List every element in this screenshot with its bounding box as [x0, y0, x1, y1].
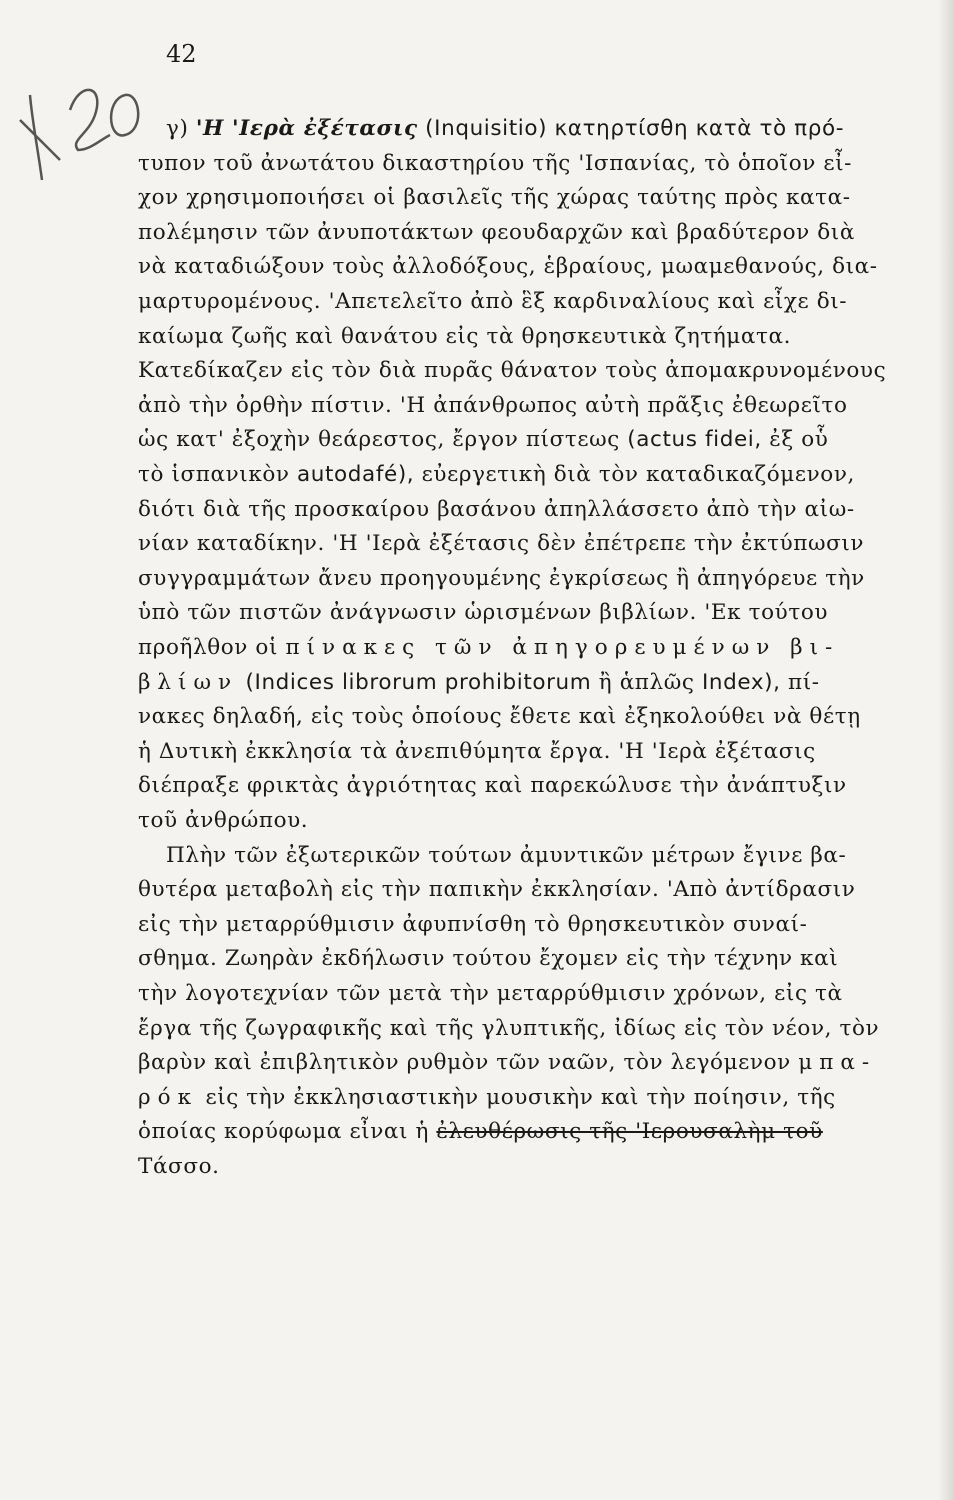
- text-line: [138, 1150, 930, 1184]
- text-segment: σθημα. Ζωηρὰν ἐκδήλωσιν τούτου ἔχομεν εἰς τὴν τέχνην καὶ: [138, 946, 839, 972]
- text-segment: εὐεργετικὴ διὰ τὸν καταδικαζόμενον,: [414, 462, 855, 487]
- text-line: [138, 700, 930, 734]
- text-line: [138, 1115, 930, 1149]
- text-segment: ὑπὸ τῶν πιστῶν ἀνάγνωσιν ὡρισμένων βιβλίων. 'Εκ τούτου: [138, 600, 829, 626]
- text-segment: μπα-: [798, 1050, 877, 1076]
- text-segment: χον χρησιμοποιήσει οἱ βασιλεῖς τῆς χώρας ταύτης πρὸς κατα-: [138, 185, 851, 211]
- text-segment: τυπον τοῦ ἀνωτάτου δικαστηρίου τῆς 'Ισπανίας, τὸ ὁποῖον εἶ-: [138, 150, 852, 176]
- text-line: [138, 735, 930, 769]
- text-segment: (Inquisitio) κατηρτίσθη κατὰ τὸ πρό-: [417, 116, 845, 141]
- text-segment: προῆλθον οἱ: [138, 635, 286, 660]
- text-line: [138, 458, 930, 492]
- text-segment: Πλὴν τῶν ἐξωτερικῶν τούτων ἀμυντικῶν μέτρων ἔγινε βα-: [166, 842, 847, 868]
- text-line: [138, 596, 930, 630]
- text-segment: νίαν καταδίκην. 'Η 'Ιερὰ ἐξέτασις δὲν ἐπέτρεπε τὴν ἐκτύπωσιν: [138, 531, 865, 557]
- text-line: [138, 977, 930, 1011]
- text-line: [138, 908, 930, 942]
- text-line: [138, 1012, 930, 1046]
- text-segment: διέπραξε φρικτὰς ἀγριότητας καὶ παρεκώλυσε τὴν ἀνάπτυξιν: [138, 773, 847, 799]
- text-segment: γ): [166, 116, 196, 141]
- text-segment: θυτέρα μεταβολὴ εἰς τὴν παπικὴν ἐκκλησίαν. 'Απὸ ἀντίδρασιν: [138, 877, 856, 903]
- text-line: [138, 389, 930, 423]
- text-segment: καίωμα ζωῆς καὶ θανάτου εἰς τὰ θρησκευτικὰ ζητήματα.: [138, 323, 792, 349]
- handwritten-margin-mark: [0, 0, 160, 200]
- text-segment: τοῦ ἀνθρώπου.: [138, 808, 309, 833]
- text-line: [138, 147, 930, 181]
- text-segment: πίνακες τῶν ἀπηγορευμένων βι-: [285, 635, 840, 660]
- text-segment: ρόκ: [138, 1084, 199, 1110]
- text-segment: ἡ Δυτικὴ ἐκκλησία τὰ ἀνεπιθύμητα ἔργα. 'Η 'Ιερὰ ἐξέτασις: [138, 738, 816, 764]
- text-line: [138, 562, 930, 596]
- text-segment: πί-: [780, 669, 820, 695]
- text-segment: ἐξ οὗ: [761, 427, 829, 453]
- text-segment: πολέμησιν τῶν ἀνυποτάκτων φεουδαρχῶν καὶ βραδύτερον διὰ: [138, 219, 855, 245]
- text-segment: τὴν λογοτεχνίαν τῶν μετὰ τὴν μεταρρύθμισιν χρόνων, εἰς τὰ: [138, 981, 843, 1006]
- text-segment: τὸ ἱσπανικὸν: [138, 462, 298, 487]
- text-segment: Index),: [701, 669, 781, 695]
- text-line: [138, 493, 930, 527]
- text-segment: νὰ καταδιώξουν τοὺς ἀλλοδόξους, ἑβραίους, μωαμεθανούς, δια-: [138, 254, 878, 280]
- text-segment: autodafé),: [297, 462, 415, 487]
- text-line: [138, 285, 930, 319]
- text-line: [138, 320, 930, 354]
- text-line: [138, 1081, 930, 1115]
- text-line: [138, 631, 930, 665]
- text-line: [138, 666, 930, 700]
- text-segment: συγγραμμάτων ἄνευ προηγουμένης ἐγκρίσεως ἢ ἀπηγόρευε τὴν: [138, 565, 865, 591]
- text-segment: (Indices librorum prohibitorum: [238, 669, 592, 695]
- text-segment: βλίων: [138, 669, 239, 695]
- text-segment: νακες δηλαδή, εἰς τοὺς ὁποίους ἔθετε καὶ ἐξηκολούθει νὰ θέτῃ: [138, 704, 861, 730]
- text-line: [138, 527, 930, 561]
- text-segment: Τάσσο.: [138, 1154, 220, 1179]
- text-segment: ἀπὸ τὴν ὀρθὴν πίστιν. 'Η ἀπάνθρωπος αὐτὴ πρᾶξις ἐθεωρεῖτο: [138, 392, 848, 418]
- text-line: [138, 942, 930, 976]
- text-line: [138, 1046, 930, 1080]
- text-line: [138, 804, 930, 838]
- text-segment: 'Η 'Ιερὰ ἐξέτασις: [195, 116, 418, 141]
- text-segment: ἢ ἁπλῶς: [591, 669, 702, 695]
- text-segment: εἰς τὴν μεταρρύθμισιν ἀφυπνίσθη τὸ θρησκευτικὸν συναί-: [138, 911, 808, 937]
- text-line: [138, 873, 930, 907]
- text-segment: ἔργα τῆς ζωγραφικῆς καὶ τῆς γλυπτικῆς, ἰδίως εἰς τὸν νέον, τὸν: [138, 1015, 880, 1041]
- text-segment: βαρὺν καὶ ἐπιβλητικὸν ρυθμὸν τῶν ναῶν, τὸν λεγόμενον: [138, 1050, 799, 1076]
- page-edge-shadow: [938, 0, 954, 1500]
- text-segment: διότι διὰ τῆς προσκαίρου βασάνου ἀπηλλάσσετο ἀπὸ τὴν αἰω-: [138, 496, 855, 522]
- text-line: [166, 112, 930, 146]
- text-line: [138, 354, 930, 388]
- text-line: [138, 181, 930, 215]
- text-segment: (actus fidei,: [627, 427, 762, 453]
- text-line: [166, 839, 930, 873]
- text-segment: ἐλευθέρωσις τῆς 'Ιερουσαλὴμ τοῦ: [436, 1119, 823, 1145]
- text-line: [138, 423, 930, 457]
- text-line: [138, 250, 930, 284]
- text-segment: Κατεδίκαζεν εἰς τὸν διὰ πυρᾶς θάνατον τοὺς ἀπομακρυνομένους: [138, 358, 887, 384]
- text-segment: ὡς κατ' ἐξοχὴν θεάρεστος, ἔργον πίστεως: [138, 427, 628, 453]
- page-number: 42: [166, 40, 197, 68]
- text-segment: εἰς τὴν ἐκκλησιαστικὴν μουσικὴν καὶ τὴν ποίησιν, τῆς: [198, 1084, 836, 1110]
- text-line: [138, 769, 930, 803]
- text-segment: ὁποίας κορύφωμα εἶναι ἡ: [138, 1119, 437, 1145]
- text-segment: μαρτυρομένους. 'Απετελεῖτο ἀπὸ ἓξ καρδιναλίους καὶ εἶχε δι-: [138, 289, 848, 314]
- text-line: [138, 216, 930, 250]
